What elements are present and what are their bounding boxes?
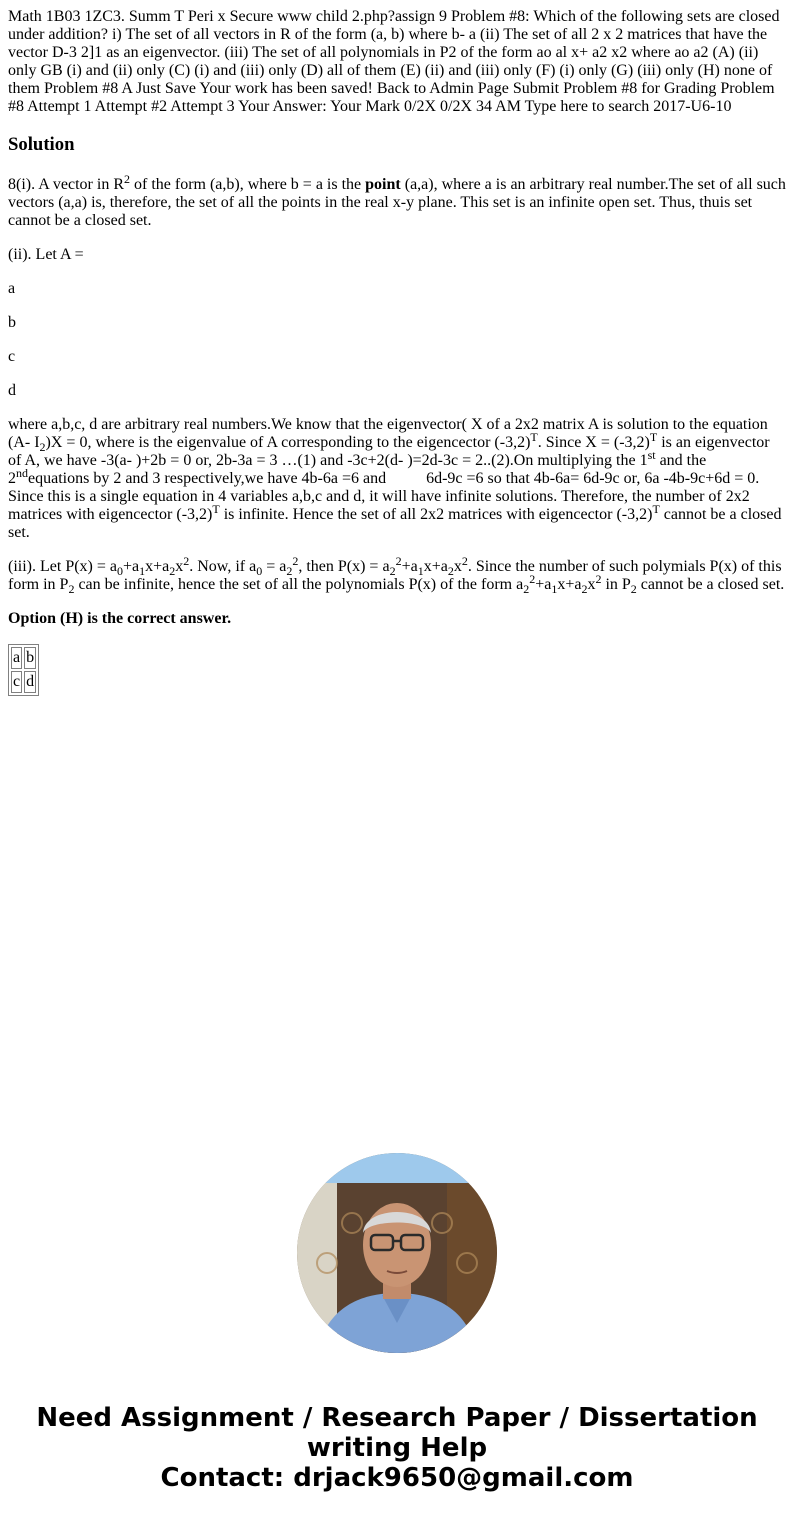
correct-answer: Option (H) is the correct answer. xyxy=(8,610,232,627)
table-cell: d xyxy=(24,671,36,693)
promo-line-1: Need Assignment / Research Paper / Dissertation xyxy=(36,1403,758,1433)
promo-line-2: writing Help xyxy=(306,1433,488,1463)
solution-paragraph-1: 8(i). A vector in $R^2$ of the form (a,b), where b = a is the point (a,a), where a is an arbitrary real number.The set of all such vectors (a,a) is, therefore, the set of all the points in the real x-y plane. This set is an infinite open set. Thus, thuis set cannot be a closed set. xyxy=(8,172,786,229)
matrix-entry-a: a xyxy=(8,280,16,297)
table-row xyxy=(11,647,36,669)
matrix-entry-c: c xyxy=(8,348,16,365)
promo-contact: Contact: drjack9650@gmail.com xyxy=(160,1463,634,1493)
solution-heading: Solution xyxy=(8,134,75,155)
tutor-portrait-image xyxy=(297,1153,497,1353)
avatar xyxy=(297,1153,497,1353)
question-text: Math 1B03 1ZC3. Summ T Peri x Secure www child 2.php?assign 9 Problem #8: Which of the following sets are closed under addition? i) The set of all vectors in R of the form (a, b) where b- a (ii) The set of all 2 x 2 matrices that have the vector D-3 2]1 as an eigenvector. (iii) The set of all polynomials in P2 of the form ao al x+ a2 x2 where ao a2 (A) (ii) only GB (i) and (ii) only (C) (i) and (iii) only (D) all of them (E) (ii) and (iii) only (F) (i) only (G) (iii) only (H) none of them Problem #8 A Just Save Your work has been saved! Back to Admin Page Submit Problem #8 for Grading Problem #8 Attempt 1 Attempt #2 Attempt 3 Your Answer: Your Mark 0/2X 0/2X 34 AM Type here to search 2017-U6-10 xyxy=(8,8,780,115)
bold-term: point xyxy=(365,176,401,193)
matrix-table xyxy=(8,644,39,696)
table-cell: b xyxy=(24,647,36,669)
solution-paragraph-2: (ii). Let A = xyxy=(8,246,84,263)
table-cell: c xyxy=(11,671,22,693)
table-row xyxy=(11,671,36,693)
solution-paragraph-4: (iii). Let $P(x) = a_0+a_1x+a_2x^2$. Now, if $a_0 = a_2^2$, then $P(x) = a_2^2+a_1x+a_2x^2$. Since the number of such polymials P(x) of this form in $P_2$ can be infinite, hence the set of all the polynomials P(x) of the form $a_2^2+a_1x+a_2x^2$ in $P_2$ cannot be a closed set. xyxy=(8,554,785,596)
table-cell: a xyxy=(11,647,22,669)
page-content xyxy=(0,0,794,696)
matrix-entry-d: d xyxy=(8,382,16,399)
promo-banner xyxy=(0,1403,794,1493)
matrix-entry-b: b xyxy=(8,314,16,331)
solution-paragraph-3: where a,b,c, d are arbitrary real numbers.We know that the eigenvector( X of a 2x2 matrix A is solution to the equation (A- $I_2)X = 0$, where is the eigenvalue of A corresponding to the eigencector $(-3,2)^T$. Since $X = (-3,2)^T$ is an eigenvector of A, we have -3(a- )+2b = 0 or, 2b-3a = 3 …(1) and -3c+2(d- )=2d-3c = 2..(2).On multiplying the 1st and the 2ndequations by 2 and 3 respectively,we have 4b-6a =6 and 6d-9c =6 so that 4b-6a= 6d-9c or, 6a -4b-9c+6d = 0. Since this is a single equation in 4 variables a,b,c and d, it will have infinite solutions. Therefore, the number of 2x2 matrices with eigencector $(-3,2)^T$ is infinite. Hence the set of all 2x2 matrices with eigencector $(-3,2)^T$ cannot be a closed set. xyxy=(8,416,782,541)
